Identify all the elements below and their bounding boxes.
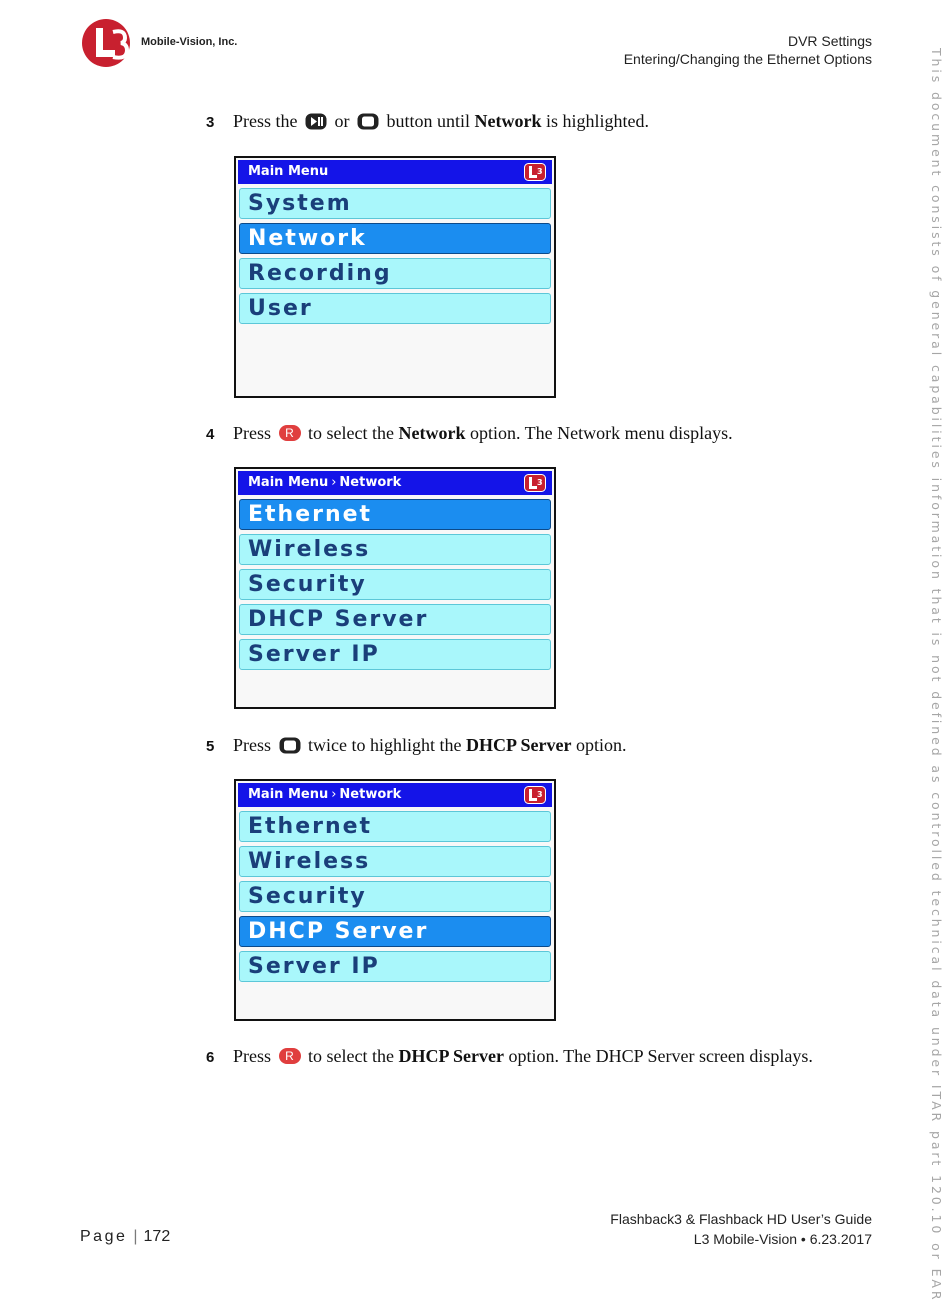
r-button-icon: R: [279, 425, 301, 441]
menu-item-network[interactable]: Network: [239, 223, 551, 254]
menu-item-ethernet[interactable]: Ethernet: [239, 499, 551, 530]
footer-publisher: L3 Mobile-Vision • 6.23.2017: [693, 1231, 872, 1247]
screen-title-bar: Main Menu › Network 3: [238, 471, 552, 495]
screen-network-menu: [234, 467, 556, 709]
menu-item-dhcp-server[interactable]: DHCP Server: [239, 916, 551, 947]
l3-badge-icon: [524, 163, 546, 181]
breadcrumb-chevron-icon: ›: [331, 475, 337, 490]
footer-guide-title: Flashback3 & Flashback HD User’s Guide: [610, 1211, 872, 1227]
l3-logo: [80, 18, 136, 68]
breadcrumb-chevron-icon: ›: [331, 787, 337, 802]
header-subsection: Entering/Changing the Ethernet Options: [623, 51, 872, 67]
menu-item-wireless[interactable]: Wireless: [239, 846, 551, 877]
itar-notice: This document consists of general capabilities information that is not defined as controlled technical data under ITAR part 120.10 or EAR: [929, 48, 944, 1302]
menu-item-security[interactable]: Security: [239, 881, 551, 912]
stop-button-icon: [279, 737, 301, 754]
menu-item-wireless[interactable]: Wireless: [239, 534, 551, 565]
step-3: 3 Press the or button until Network is highlighted.: [206, 110, 649, 134]
company-name: Mobile-Vision, Inc.: [141, 36, 238, 48]
step-number: 5: [206, 738, 215, 755]
svg-text:3: 3: [537, 478, 543, 487]
step-6: 6 Press R to select the DHCP Server option. The DHCP Server screen displays.: [206, 1045, 813, 1069]
page-number: Page | 172: [80, 1228, 171, 1245]
stop-button-icon: [357, 113, 379, 130]
menu-item-security[interactable]: Security: [239, 569, 551, 600]
screen-title-bar: Main Menu 3: [238, 160, 552, 184]
svg-text:3: 3: [537, 167, 543, 176]
screen-title-bar: Main Menu › Network 3: [238, 783, 552, 807]
menu-item-server-ip[interactable]: Server IP: [239, 639, 551, 670]
menu-item-ethernet[interactable]: Ethernet: [239, 811, 551, 842]
step-4: 4 Press R to select the Network option. The Network menu displays.: [206, 422, 733, 446]
l3-badge-icon: [524, 786, 546, 804]
r-button-icon: R: [279, 1048, 301, 1064]
screen-network-menu-dhcp: [234, 779, 556, 1021]
step-5: 5 Press twice to highlight the DHCP Server option.: [206, 734, 626, 758]
menu-item-system[interactable]: System: [239, 188, 551, 219]
screen-main-menu: [234, 156, 556, 398]
header-section: DVR Settings: [787, 33, 872, 49]
step-number: 3: [206, 114, 215, 131]
step-number: 6: [206, 1049, 215, 1066]
step-number: 4: [206, 426, 215, 443]
menu-item-server-ip[interactable]: Server IP: [239, 951, 551, 982]
menu-item-dhcp-server[interactable]: DHCP Server: [239, 604, 551, 635]
play-pause-button-icon: [305, 113, 327, 130]
menu-item-user[interactable]: User: [239, 293, 551, 324]
page-divider: |: [133, 1228, 138, 1245]
svg-text:3: 3: [537, 790, 543, 799]
menu-item-recording[interactable]: Recording: [239, 258, 551, 289]
l3-badge-icon: [524, 474, 546, 492]
